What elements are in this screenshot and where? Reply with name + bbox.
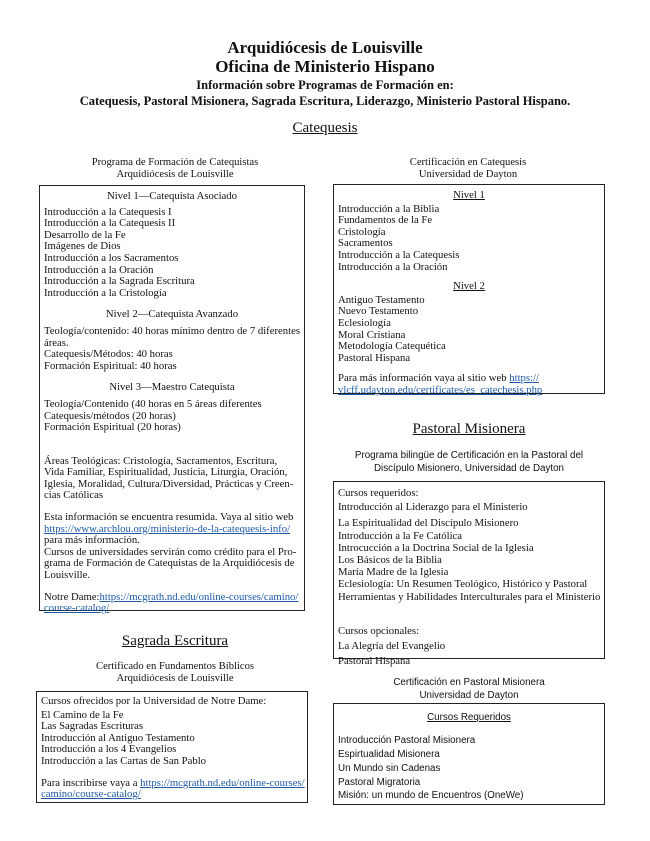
- list-item: Un Mundo sin Cadenas: [338, 762, 441, 774]
- list-item: Introducción a las Cartas de San Pablo: [41, 754, 207, 767]
- list-item: Catequesis/Métodos: 40 horas: [44, 348, 173, 361]
- list-item: Pastoral Migratoria: [338, 776, 421, 788]
- heading-line: Universidad de Dayton: [419, 689, 519, 701]
- list-item: Eclesiología: Un Resumen Teológico, Histórico y Pastoral: [338, 578, 588, 591]
- catequesis-formation-box: [39, 185, 305, 615]
- list-item: Introducción a los Sacramentos: [44, 251, 179, 264]
- dayton-link-continued[interactable]: vlcff.udayton.edu/certificates/es_catechesis.php: [338, 383, 543, 396]
- nivel3-title: Nivel 3—Maestro Catequista: [109, 381, 235, 394]
- pastoral-cert-heading: [333, 677, 605, 702]
- list-item: La Espiritualidad del Discípulo Misionero: [338, 517, 519, 530]
- list-item: Introcucción a la Doctrina Social de la Iglesia: [338, 541, 534, 554]
- list-item: Introducción al Antiguo Testamento: [41, 731, 195, 744]
- list-item: Cristología: [338, 225, 386, 238]
- sagrada-info: [41, 778, 303, 801]
- list-item: Pastoral Hispana: [338, 351, 411, 364]
- required-label: Cursos requeridos:: [338, 487, 419, 499]
- text-line: cias Católicas: [44, 489, 104, 502]
- list-item: Los Básicos de la Biblia: [338, 554, 442, 567]
- list-item: Catequesis/métodos (20 horas): [44, 409, 176, 422]
- list-item: Introducción Pastoral Misionera: [338, 735, 476, 747]
- cert-required-title: Cursos Requeridos: [427, 712, 511, 723]
- nivel2-list: [44, 326, 300, 372]
- list-item: Las Sagradas Escrituras: [41, 720, 144, 733]
- text-line: Áreas Teológicas: Cristología, Sacramentos, Escritura,: [44, 454, 278, 467]
- list-item: Introducción a los 4 Evangelios: [41, 743, 177, 756]
- heading-line: Arquidiócesis de Louisville: [116, 169, 234, 180]
- nivel1-list: [44, 207, 300, 300]
- list-item: Misión: un mundo de Encuentros (OneWe): [338, 790, 524, 802]
- archlou-link[interactable]: https://www.archlou.org/ministerio-de-la-catequesis-info/: [44, 522, 291, 535]
- list-item: Pastoral Hispana: [338, 655, 411, 668]
- areas-teologicas: [44, 456, 300, 502]
- text-line: para más información.: [44, 534, 140, 547]
- notre-dame-block: [44, 592, 300, 615]
- list-item: Espirtualidad Misionera: [338, 749, 440, 760]
- list-item: El Camino de la Fe: [41, 708, 124, 721]
- heading-line: Programa bilingüe de Certificación en la Pastoral del: [354, 450, 584, 461]
- list-item: Introducción al Liderazgo para el Ministerio: [338, 501, 528, 514]
- catequesis-right-heading: [333, 157, 603, 181]
- list-item: áreas.: [44, 336, 69, 349]
- dayton-nivel2-list: [338, 295, 600, 365]
- list-item: Imágenes de Dios: [44, 240, 121, 253]
- pastoral-courses-box: [333, 481, 605, 668]
- list-item: Antiguo Testamento: [338, 293, 425, 306]
- dayton-catechesis-box: [333, 184, 605, 394]
- header-title-1: Arquidiócesis de Louisville: [227, 38, 423, 57]
- heading-line: Certificado en Fundamentos Bíblicos: [96, 661, 254, 672]
- dayton-nivel1-list: [338, 204, 600, 274]
- sagrada-heading: [40, 661, 310, 685]
- text-line: Iglesia, Moralidad, Cultura/Diversidad, Prácticas y Creen-: [44, 477, 294, 490]
- list-item: Nuevo Testamento: [338, 305, 419, 318]
- list-item: La Alegría del Evangelio: [338, 640, 446, 653]
- list-item: Sacramentos: [338, 237, 393, 250]
- list-item: Introducción a la Catequesis II: [44, 217, 176, 230]
- text-line: Cursos de universidades servirán como crédito para el Pro-: [44, 545, 297, 558]
- list-item: Formación Espiritual: 40 horas: [44, 359, 177, 372]
- header-subtitle-1: Información sobre Programas de Formación en:: [196, 78, 454, 92]
- heading-line: Arquidiócesis de Louisville: [116, 673, 234, 684]
- nivel1-title: Nivel 1—Catequista Asociado: [106, 190, 237, 202]
- catequesis-left-heading: [40, 157, 310, 181]
- info-text: Para inscribirse vaya a: [41, 776, 141, 789]
- list-item: Eclesiología: [338, 316, 391, 329]
- list-item: Introducción a la Catequesis: [338, 248, 460, 261]
- cert-required-list: [338, 734, 600, 803]
- notre-dame-label: Notre Dame:: [44, 590, 100, 603]
- heading-line: Programa de Formación de Catequistas: [91, 157, 259, 168]
- intro-text: Cursos ofrecidos por la Universidad de Notre Dame:: [41, 695, 267, 707]
- optional-label: Cursos opcionales:: [338, 624, 420, 637]
- list-item: Metodología Catequética: [338, 340, 446, 353]
- sagrada-link-continued[interactable]: camino/course-catalog/: [41, 788, 141, 801]
- sagrada-link[interactable]: https://mcgrath.nd.edu/online-courses/: [140, 776, 305, 789]
- heading-line: Certificación en Catequesis: [409, 157, 527, 168]
- list-item: Teología/Contenido (40 horas en 5 áreas diferentes: [44, 397, 262, 410]
- header-title-2: Oficina de Ministerio Hispano: [215, 57, 435, 76]
- section-title-sagrada: Sagrada Escritura: [121, 633, 229, 649]
- list-item: Introducción a la Sagrada Escritura: [44, 275, 195, 288]
- dayton-nivel2-title: Nivel 2: [453, 280, 485, 293]
- list-item: Introducción a la Oración: [44, 263, 154, 276]
- sagrada-courses-box: [36, 691, 308, 803]
- info-block: [44, 512, 300, 582]
- list-item: Teología/contenido: 40 horas mínimo dentro de 7 diferentes: [44, 324, 300, 337]
- info-text: Para más información vaya al sitio web: [338, 372, 510, 385]
- header-subtitle-2: Catequesis, Pastoral Misionera, Sagrada Escritura, Liderazgo, Ministerio Pastoral Hispano.: [79, 94, 571, 108]
- pastoral-cert-box: [333, 703, 605, 805]
- list-item: Desarrollo de la Fe: [44, 228, 126, 241]
- list-item: Formación Espiritual (20 horas): [44, 421, 181, 434]
- list-item: Introducción a la Fe Católica: [338, 529, 463, 542]
- list-item: Herramientas y Habilidades Interculturales para el Ministerio: [338, 590, 601, 603]
- list-item: Moral Cristiana: [338, 328, 406, 341]
- text-line: grama de Formación de Catequistas de la Arquidiócesis de: [44, 557, 295, 570]
- required-list: [338, 501, 600, 603]
- text-line: Esta información se encuentra resumida. Vaya al sitio web: [44, 511, 294, 524]
- list-item: Introducción a la Oración: [338, 260, 448, 273]
- heading-line: Universidad de Dayton: [418, 169, 518, 180]
- text-line: Vida Familiar, Espiritualidad, Justicia, Liturgia, Oración,: [44, 466, 288, 479]
- list-item: Introducción a la Cristología: [44, 286, 167, 299]
- list-item: María Madre de la Iglesia: [338, 566, 449, 579]
- heading-line: Certificación en Pastoral Misionera: [393, 677, 545, 688]
- section-title-pastoral: Pastoral Misionera: [412, 421, 526, 437]
- section-title-catequesis: Catequesis: [292, 120, 358, 136]
- notre-dame-link-continued[interactable]: course-catalog/: [44, 602, 110, 615]
- list-item: Introducción a la Biblia: [338, 202, 440, 215]
- dayton-info: [338, 373, 600, 396]
- pastoral-heading: [333, 449, 605, 475]
- text-line: Louisville.: [44, 569, 91, 582]
- dayton-nivel1-title: Nivel 1: [453, 189, 485, 201]
- list-item: Introducción a la Catequesis I: [44, 205, 172, 218]
- notre-dame-link[interactable]: https://mcgrath.nd.edu/online-courses/camino/: [99, 590, 299, 603]
- optional-list: [338, 640, 600, 667]
- dayton-link[interactable]: https://: [509, 372, 539, 385]
- sagrada-list: [41, 710, 303, 768]
- nivel2-title: Nivel 2—Catequista Avanzado: [105, 308, 239, 321]
- nivel3-list: [44, 399, 300, 434]
- list-item: Fundamentos de la Fe: [338, 214, 433, 227]
- heading-line: Discípulo Misionero, Universidad de Dayton: [373, 463, 565, 474]
